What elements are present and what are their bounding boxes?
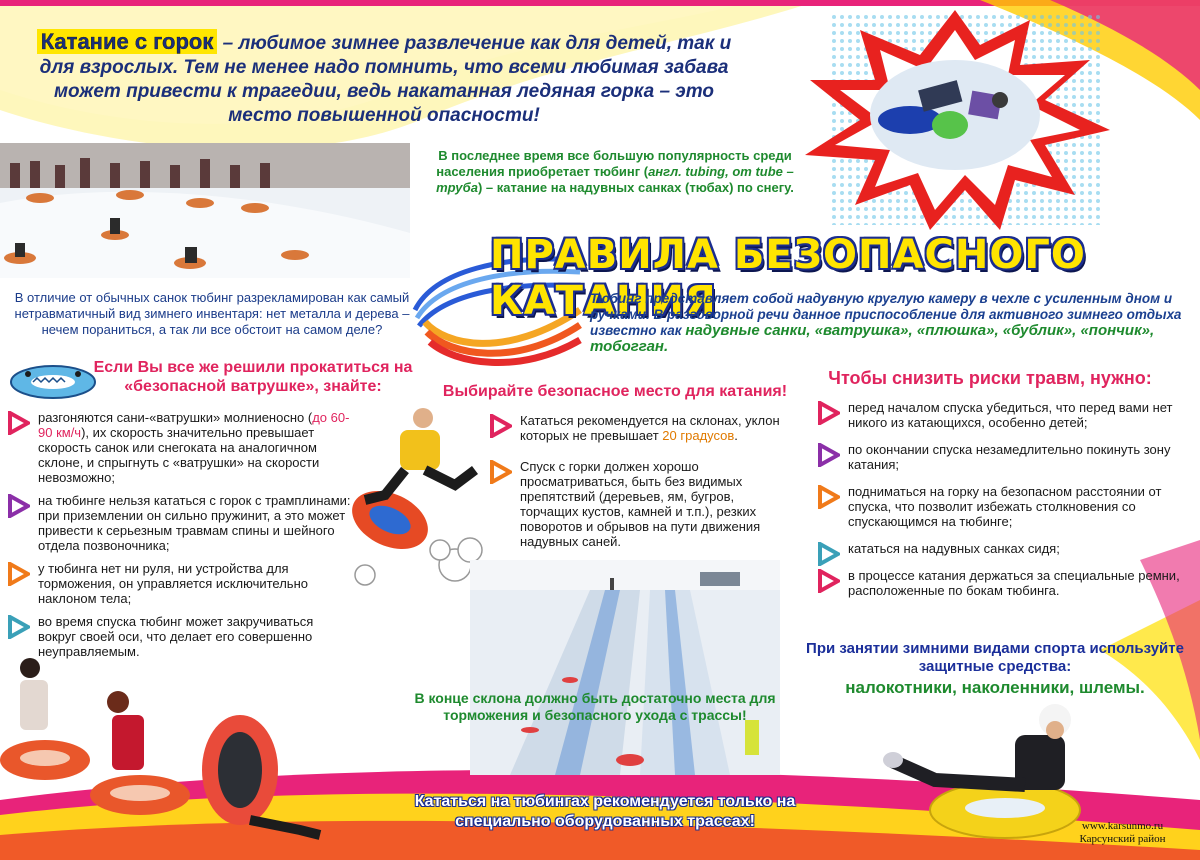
protection-line2: налокотники, наколенники, шлемы. [845, 678, 1145, 697]
tubing-popularity-note [420, 148, 810, 196]
item-highlight: 20 градусов [662, 428, 735, 443]
item-text: кататься на надувных санках сидя; [848, 541, 1060, 556]
photo-tube-jumper [345, 400, 485, 590]
photo-tubing-track [470, 560, 780, 775]
tubing-note-part1: В последнее время все большую популярность среди населения приобретает тюбинг ( [436, 148, 792, 179]
item-text: у тюбинга нет ни руля, ни устройства для торможения, он управляется исключительно наклоном тела; [38, 561, 308, 606]
starburst-photo [790, 5, 1120, 235]
list-item [490, 459, 790, 549]
triangle-bullet-icon [490, 460, 512, 484]
photo-girl-on-tube [875, 690, 1105, 840]
item-text: разгоняются сани-«ватрушки» молниеносно ( [38, 410, 313, 425]
triangle-bullet-icon [818, 542, 840, 566]
triangle-bullet-icon [8, 411, 30, 435]
item-text-end: ), их скорость значительно превышает скорость санок или снегоката на аналогичном склоне, и спрыгнуть с «ватрушки» на скорости невозможно; [38, 425, 320, 485]
mid-section-heading: Выбирайте безопасное место для катания! [442, 383, 788, 400]
list-item [818, 442, 1193, 472]
shark-tube-icon [8, 360, 98, 400]
item-text: перед началом спуска убедиться, что перед вами нет никого из катающихся, особенно детей; [848, 400, 1173, 430]
compare-text: В отличие от обычных санок тюбинг разрекламирован как самый нетравматичный вид зимнего инвентаря: нет металла и дерева – нечем пораниться, а так ли все обстоит на самом деле? [14, 290, 410, 337]
triangle-bullet-icon [818, 485, 840, 509]
triangle-bullet-icon [8, 562, 30, 586]
list-item [818, 484, 1193, 529]
definition-text: Тюбинг представляет собой надувную круглую камеру в чехле с усиленным дном и ручками. В разговорной речи данное приспособление для активного зимнего отдыха известно как [590, 291, 1182, 338]
right-section-heading: Чтобы снизить риски травм, нужно: [828, 368, 1152, 388]
item-text: подниматься на горку на безопасном расстоянии от спуска, что позволит избежать столкновения со спускающимся на тюбинге; [848, 484, 1162, 529]
list-item [818, 541, 1193, 556]
tubing-definition [590, 291, 1190, 355]
list-item [8, 493, 353, 553]
intro-text [24, 30, 744, 128]
item-text: на тюбинге нельзя кататься с горок с трамплинами: при приземлении он сильно пружинит, а это может привести к серьезным травмам спины и шейного отдела позвоночника; [38, 493, 351, 553]
right-bullet-list [818, 400, 1193, 606]
list-item [818, 400, 1193, 430]
photo-crowd-tubing [0, 143, 410, 278]
braking-note: В конце склона должно быть достаточно места для торможения и безопасного ухода с трассы! [414, 690, 776, 723]
item-text: во время спуска тюбинг может закручиваться вокруг своей оси, что делает его совершенно неуправляемым. [38, 614, 314, 659]
left-section-heading: Если Вы все же решили прокатиться на «безопасной ватрушке», знайте: [93, 359, 413, 395]
triangle-bullet-icon [818, 443, 840, 467]
triangle-bullet-icon [8, 615, 30, 639]
item-text: по окончании спуска незамедлительно покинуть зону катания; [848, 442, 1171, 472]
list-item [490, 413, 790, 443]
list-item [8, 561, 353, 606]
definition-nicknames: надувные санки, «ватрушка», «плюшка», «бублик», «пончик», тобогган. [590, 322, 1155, 355]
triangle-bullet-icon [818, 569, 840, 593]
tubing-note-part2: ) – катание на надувных санках (тюбах) по снегу. [477, 180, 794, 195]
item-text-end: . [734, 428, 738, 443]
triangle-bullet-icon [8, 494, 30, 518]
triangle-bullet-icon [490, 414, 512, 438]
item-highlight: до 60-90 км/ч [38, 410, 350, 440]
page-title: ПРАВИЛА БЕЗОПАСНОГО КАТАНИЯ [490, 232, 1086, 324]
credit-site: www.karsunmo.ru [1081, 820, 1164, 832]
protection-line1: При занятии зимними видами спорта используйте защитные средства: [806, 640, 1184, 675]
item-text: Кататься рекомендуется на склонах, уклон которых не превышает [520, 413, 780, 443]
list-item [8, 410, 353, 485]
mid-bullet-list [490, 413, 790, 557]
item-text: в процессе катания держаться за специальные ремни, расположенные по бокам тюбинга. [848, 568, 1180, 598]
triangle-bullet-icon [818, 401, 840, 425]
intro-body: – любимое зимнее развлечение как для детей, так и для взрослых. Тем не менее надо помнить, что всеми любимая забава может привести к трагедии, ведь накатанная ледяная горка – это место повышенной опасности! [39, 33, 732, 126]
credit-district: Карсунский район [1079, 833, 1166, 845]
item-text: Спуск с горки должен хорошо просматриваться, быть без видимых препятствий (деревьев, ям, бугров, торчащих кустов, камней и т.п.), резких поворотов и обрывов на пути движения надувных саней. [520, 459, 761, 549]
bottom-note: Кататься на тюбингах рекомендуется только на специально оборудованных трассах! [414, 793, 796, 830]
list-item [818, 568, 1193, 598]
left-bullet-list [8, 410, 353, 667]
photo-kids-tubing [0, 650, 330, 840]
intro-highlight: Катание с горок [37, 29, 218, 54]
tubing-note-italic: англ. tubing, от tube – труба [436, 164, 794, 195]
credit [1050, 820, 1195, 846]
